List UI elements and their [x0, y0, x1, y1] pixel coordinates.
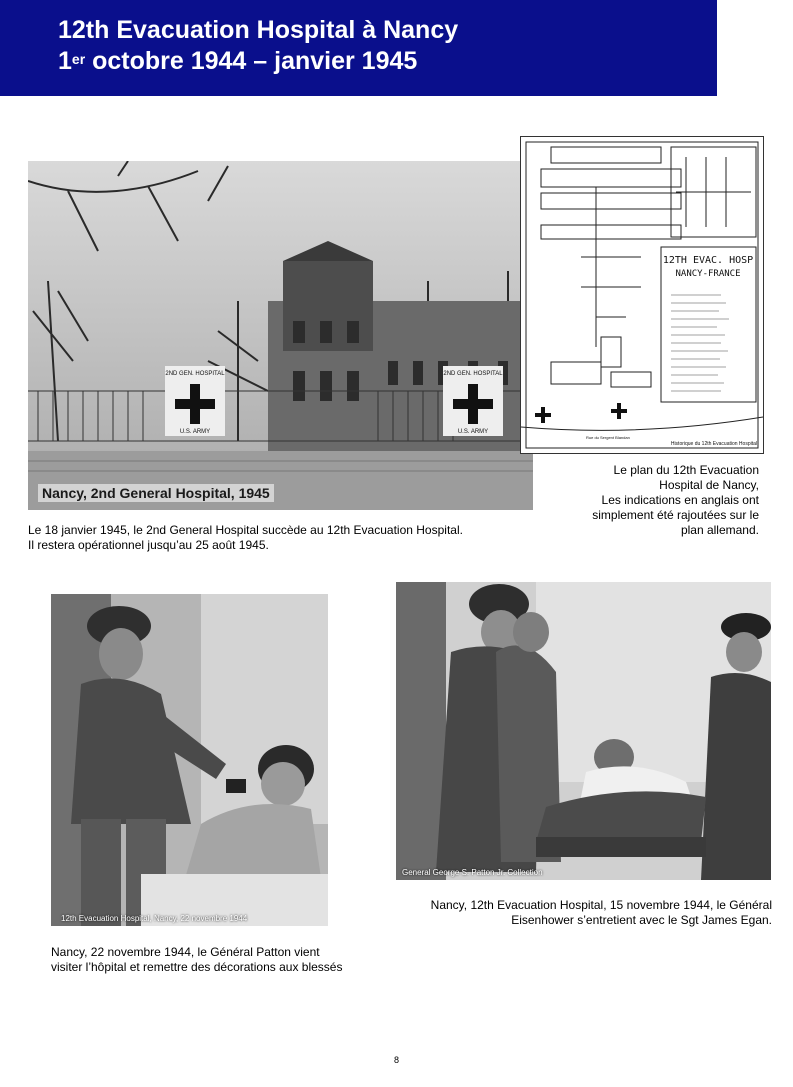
hospital-plan-image	[520, 136, 764, 454]
plan-caption: Le plan du 12th Evacuation Hospital de Nancy, Les indications en anglais ont simplement été rajoutées sur le plan allemand.	[592, 463, 759, 537]
plan-credit: Historique du 12th Evacuation Hospital	[670, 441, 757, 447]
patton-caption: Nancy, 22 novembre 1944, le Général Patton vient visiter l’hôpital et remettre des décorations aux blessés	[51, 945, 343, 974]
hospital-photo-caption: Nancy, 2nd General Hospital, 1945	[38, 484, 274, 502]
page-number: 8	[393, 1055, 399, 1065]
eisenhower-photo	[396, 582, 771, 880]
plan-title: 12TH EVAC. HOSP	[662, 255, 754, 266]
hospital-photo	[28, 161, 533, 510]
eisenhower-caption: Nancy, 12th Evacuation Hospital, 15 novembre 1944, le Général Eisenhower s’entretient avec le Sgt James Egan.	[430, 898, 772, 927]
plan-street: Rue du Sergent Blandan	[586, 435, 630, 440]
patton-photo-caption: 12th Evacuation Hospital, Nancy, 22 novembre 1944	[61, 914, 248, 923]
hospital-caption: Le 18 janvier 1945, le 2nd General Hospital succède au 12th Evacuation Hospital. Il restera opérationnel jusqu’au 25 août 1945.	[28, 523, 463, 552]
page-subtitle: 1er octobre 1944 – janvier 1945	[58, 47, 418, 75]
page-title: 12th Evacuation Hospital à Nancy	[58, 16, 459, 44]
banner-right-text: 2ND GEN. HOSPITAL	[443, 371, 503, 377]
army-right-text: U.S. ARMY	[457, 429, 489, 435]
patton-photo	[51, 594, 328, 926]
eisenhower-photo-credit: General George S. Patton Jr. Collection	[402, 868, 543, 877]
title-banner	[0, 0, 717, 96]
army-left-text: U.S. ARMY	[179, 429, 211, 435]
banner-left-text: 2ND GEN. HOSPITAL	[165, 371, 225, 377]
plan-subtitle: NANCY-FRANCE	[675, 269, 741, 279]
